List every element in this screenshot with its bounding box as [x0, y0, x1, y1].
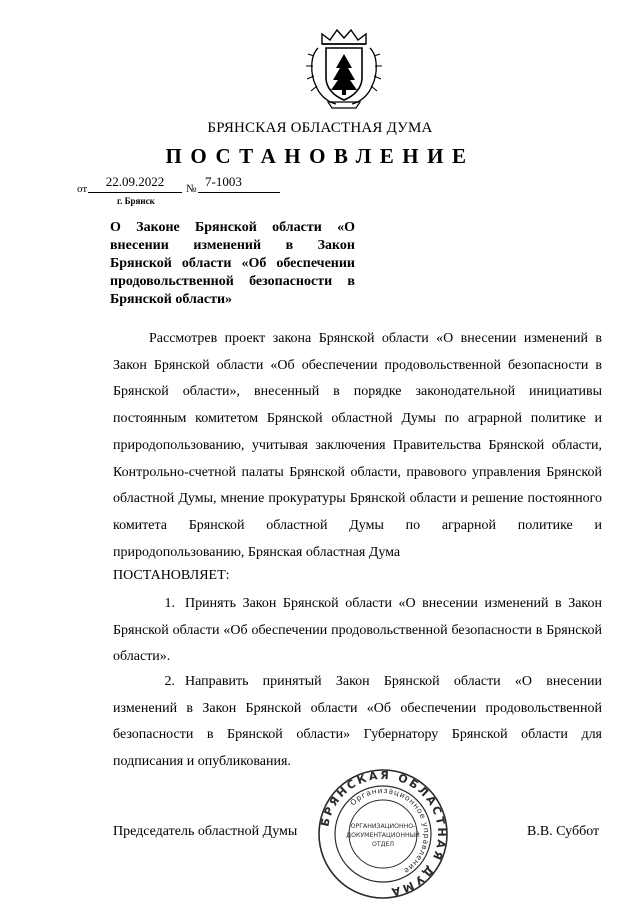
resolution-keyword: ПОСТАНОВЛЯЕТ:	[113, 568, 230, 583]
signatory-name: В.В. Суббот	[527, 824, 600, 839]
signatory-position: Председатель областной Думы	[113, 824, 298, 839]
coat-of-arms-emblem	[304, 26, 384, 112]
date-label: от	[77, 183, 88, 195]
document-type-title: ПОСТАНОВЛЕНИЕ	[165, 144, 475, 168]
resolution-item-2	[113, 669, 602, 776]
stamp-inner-text: Организационное управление	[348, 785, 432, 876]
city-label: г. Брянск	[117, 196, 155, 206]
organization-name: БРЯНСКАЯ ОБЛАСТНАЯ ДУМА	[207, 120, 433, 136]
svg-text:Организационное управление	[348, 786, 431, 876]
item-2-text: Направить принятый Закон Брянской области «О внесении изменений в Закон Брянской области «Об обеспечении продовольственной безопасности в Брянской области» Губернатору Брянской области для подписания и опубликования.	[113, 674, 602, 770]
resolution-item-1	[113, 591, 602, 671]
stamp-center-line-2: ДОКУМЕНТАЦИОННЫЙ	[346, 832, 420, 839]
number-label: №	[186, 183, 197, 195]
official-stamp	[317, 768, 449, 900]
item-1-text: Принять Закон Брянской области «О внесении изменений в Закон Брянской области «Об обеспечении продовольственной безопасности в Брянской области».	[113, 596, 602, 665]
item-1-number: 1.	[164, 596, 175, 611]
number-underline	[198, 192, 280, 193]
document-number: 7-1003	[205, 174, 242, 189]
preamble-paragraph: Рассмотрев проект закона Брянской области «О внесении изменений в Закон Брянской области «Об обеспечении продовольственной безопасности в Брянской области», внесенный в порядке законодательной инициативы постоянным комитетом Брянской областной Думы по аграрной политике и природопользованию, учитывая заключения Правительства Брянской области, Контрольно-счетной палаты Брянской области, правового управления Брянской областной Думы, мнение прокуратуры Брянской области и решение постоянного комитета Брянской областной Думы по аграрной политике и природопользованию, Брянская областная Дума	[113, 331, 602, 560]
stamp-center-line-1: ОРГАНИЗАЦИОННО-	[350, 823, 416, 830]
item-2-number: 2.	[164, 674, 175, 689]
stamp-center-line-3: ОТДЕЛ	[371, 841, 395, 848]
document-subject: О Законе Брянской области «О внесении изменений в Закон Брянской области «Об обеспечении продовольственной безопасности в Брянской области»	[110, 220, 355, 307]
document-date: 22.09.2022	[105, 174, 165, 189]
date-underline	[88, 192, 182, 193]
stamp-outer-text: БРЯНСКАЯ ОБЛАСТНАЯ ДУМА	[318, 768, 449, 899]
